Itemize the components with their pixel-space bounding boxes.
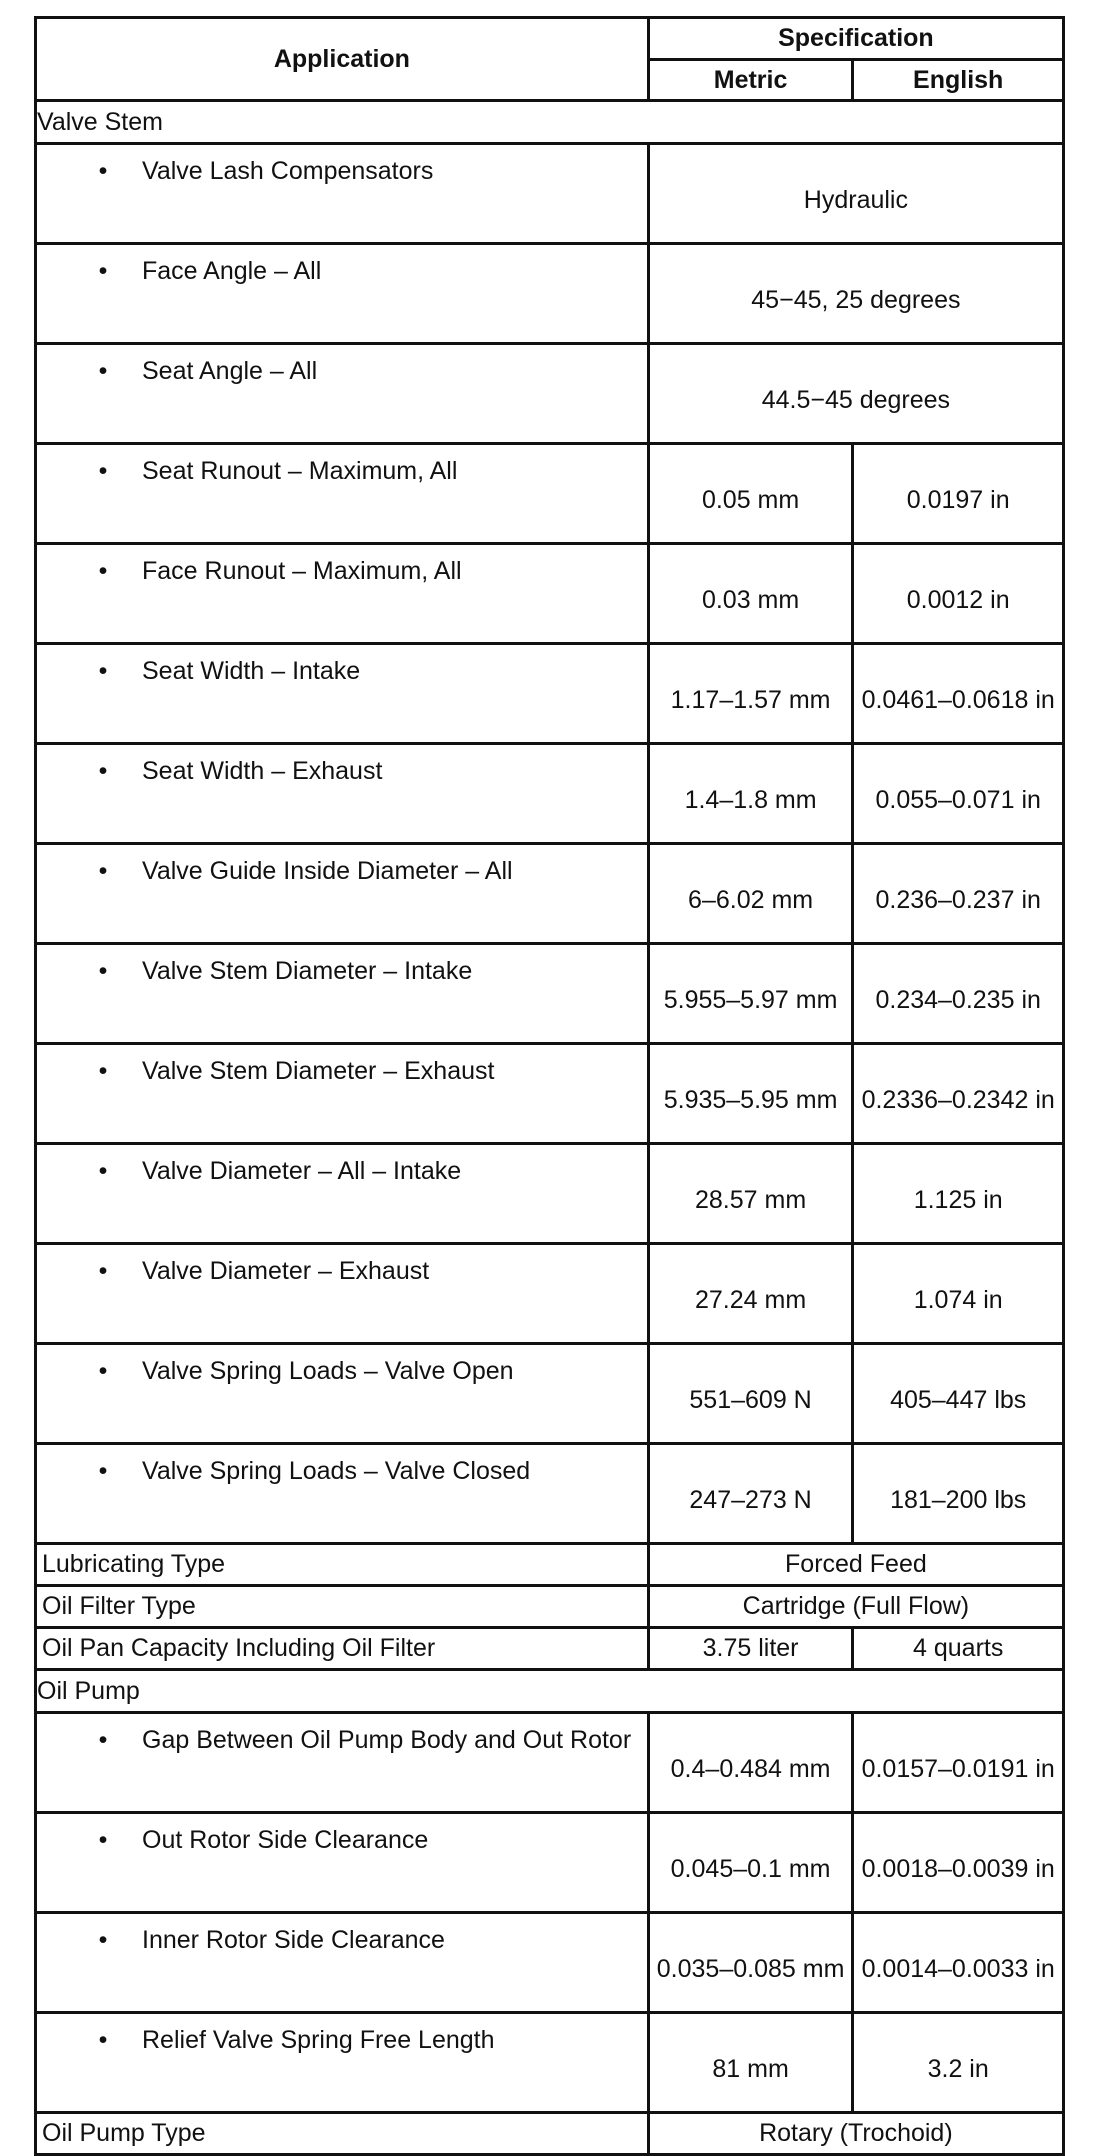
spec-value-metric: 5.935–5.95 mm <box>648 1044 853 1144</box>
spec-item-row <box>36 1244 1064 1344</box>
spec-value-metric: 27.24 mm <box>648 1244 853 1344</box>
oil-pan-capacity-english: 4 quarts <box>853 1628 1064 1670</box>
lubricating-type-label: Lubricating Type <box>36 1544 649 1586</box>
spec-value-combined: 44.5−45 degrees <box>648 344 1063 444</box>
bullet-icon: • <box>98 457 108 485</box>
bullet-icon: • <box>98 757 108 785</box>
spec-value-english: 0.2336–0.2342 in <box>853 1044 1064 1144</box>
spec-item-label: Valve Spring Loads – Valve Open <box>142 1357 514 1385</box>
spec-value-english: 1.125 in <box>853 1144 1064 1244</box>
bullet-icon: • <box>98 657 108 685</box>
spec-item-label-cell <box>36 2013 649 2113</box>
spec-item-row <box>36 244 1064 344</box>
spec-item-label-cell <box>36 1713 649 1813</box>
spec-item-label-cell <box>36 1813 649 1913</box>
spec-value-metric: 247–273 N <box>648 1444 853 1544</box>
spec-item-label-cell <box>36 244 649 344</box>
specification-table <box>34 16 1065 2156</box>
spec-item-row <box>36 1044 1064 1144</box>
spec-item-row <box>36 644 1064 744</box>
spec-value-english: 0.0197 in <box>853 444 1064 544</box>
spec-value-metric: 0.4–0.484 mm <box>648 1713 853 1813</box>
spec-value-metric: 0.035–0.085 mm <box>648 1913 853 2013</box>
spec-value-english: 0.0014–0.0033 in <box>853 1913 1064 2013</box>
spec-value-combined: 45−45, 25 degrees <box>648 244 1063 344</box>
bullet-icon: • <box>98 157 108 185</box>
spec-item-row <box>36 544 1064 644</box>
spec-item-label: Valve Stem Diameter – Intake <box>142 957 473 985</box>
spec-item-row <box>36 344 1064 444</box>
bullet-icon: • <box>98 957 108 985</box>
spec-item-label: Valve Lash Compensators <box>142 157 434 185</box>
bullet-icon: • <box>98 1826 108 1854</box>
row-oil-filter-type <box>36 1586 1064 1628</box>
spec-item-label-cell <box>36 944 649 1044</box>
oil-filter-type-value: Cartridge (Full Flow) <box>648 1586 1063 1628</box>
spec-item-row <box>36 944 1064 1044</box>
spec-value-english: 0.0012 in <box>853 544 1064 644</box>
spec-item-row <box>36 844 1064 944</box>
oil-pan-capacity-label: Oil Pan Capacity Including Oil Filter <box>36 1628 649 1670</box>
section-title-valve-stem: Valve Stem <box>36 101 1064 144</box>
spec-value-combined: Hydraulic <box>648 144 1063 244</box>
spec-item-row <box>36 1344 1064 1444</box>
spec-value-english: 1.074 in <box>853 1244 1064 1344</box>
spec-value-english: 0.055–0.071 in <box>853 744 1064 844</box>
spec-item-label: Valve Spring Loads – Valve Closed <box>142 1457 531 1485</box>
spec-value-english: 181–200 lbs <box>853 1444 1064 1544</box>
spec-value-metric: 0.03 mm <box>648 544 853 644</box>
bullet-icon: • <box>98 357 108 385</box>
lubricating-type-value: Forced Feed <box>648 1544 1063 1586</box>
spec-value-metric: 6–6.02 mm <box>648 844 853 944</box>
spec-item-label: Face Runout – Maximum, All <box>142 557 462 585</box>
bullet-icon: • <box>98 1726 108 1754</box>
spec-item-label-cell <box>36 744 649 844</box>
spec-item-label-cell <box>36 344 649 444</box>
spec-value-english: 3.2 in <box>853 2013 1064 2113</box>
bullet-icon: • <box>98 1157 108 1185</box>
row-lubricating-type <box>36 1544 1064 1586</box>
spec-item-label: Face Angle – All <box>142 257 322 285</box>
spec-value-english: 0.0461–0.0618 in <box>853 644 1064 744</box>
spec-item-label: Inner Rotor Side Clearance <box>142 1926 445 1954</box>
spec-item-row <box>36 1444 1064 1544</box>
spec-value-metric: 0.05 mm <box>648 444 853 544</box>
spec-item-label-cell <box>36 644 649 744</box>
spec-item-label-cell <box>36 1144 649 1244</box>
spec-item-label: Relief Valve Spring Free Length <box>142 2026 495 2054</box>
spec-item-label: Valve Diameter – Exhaust <box>142 1257 430 1285</box>
oil-filter-type-label: Oil Filter Type <box>36 1586 649 1628</box>
spec-item-label: Seat Width – Exhaust <box>142 757 383 785</box>
bullet-icon: • <box>98 2026 108 2054</box>
spec-value-metric: 1.17–1.57 mm <box>648 644 853 744</box>
spec-item-row <box>36 1713 1064 1813</box>
spec-value-metric: 0.045–0.1 mm <box>648 1813 853 1913</box>
oil-pump-type-value: Rotary (Trochoid) <box>648 2113 1063 2155</box>
bullet-icon: • <box>98 1257 108 1285</box>
bullet-icon: • <box>98 1057 108 1085</box>
spec-value-english: 0.0157–0.0191 in <box>853 1713 1064 1813</box>
spec-item-label-cell <box>36 1913 649 2013</box>
bullet-icon: • <box>98 1457 108 1485</box>
spec-value-metric: 28.57 mm <box>648 1144 853 1244</box>
spec-value-english: 0.236–0.237 in <box>853 844 1064 944</box>
bullet-icon: • <box>98 1357 108 1385</box>
spec-value-english: 0.0018–0.0039 in <box>853 1813 1064 1913</box>
spec-item-row <box>36 2013 1064 2113</box>
specification-header: Specification <box>648 18 1063 60</box>
spec-value-english: 0.234–0.235 in <box>853 944 1064 1044</box>
spec-value-metric: 551–609 N <box>648 1344 853 1444</box>
english-header: English <box>853 60 1064 101</box>
spec-item-label: Seat Angle – All <box>142 357 318 385</box>
row-oil-pump-type <box>36 2113 1064 2155</box>
spec-item-label-cell <box>36 444 649 544</box>
spec-item-label-cell <box>36 1044 649 1144</box>
spec-item-row <box>36 1913 1064 2013</box>
section-title-oil-pump: Oil Pump <box>36 1670 1064 1713</box>
spec-item-label-cell <box>36 544 649 644</box>
spec-value-english: 405–447 lbs <box>853 1344 1064 1444</box>
bullet-icon: • <box>98 257 108 285</box>
spec-item-row <box>36 444 1064 544</box>
spec-item-label-cell <box>36 1344 649 1444</box>
bullet-icon: • <box>98 557 108 585</box>
application-header: Application <box>36 18 649 101</box>
metric-header: Metric <box>648 60 853 101</box>
spec-item-label-cell <box>36 1444 649 1544</box>
spec-item-label: Valve Guide Inside Diameter – All <box>142 857 513 885</box>
spec-item-label: Valve Diameter – All – Intake <box>142 1157 462 1185</box>
section-row-valve-stem <box>36 101 1064 144</box>
spec-item-label-cell <box>36 144 649 244</box>
spec-item-label: Out Rotor Side Clearance <box>142 1826 429 1854</box>
oil-pan-capacity-metric: 3.75 liter <box>648 1628 853 1670</box>
bullet-icon: • <box>98 1926 108 1954</box>
spec-item-row <box>36 744 1064 844</box>
spec-value-metric: 5.955–5.97 mm <box>648 944 853 1044</box>
spec-item-label: Gap Between Oil Pump Body and Out Rotor <box>142 1726 632 1754</box>
spec-item-row <box>36 1144 1064 1244</box>
spec-item-label-cell <box>36 844 649 944</box>
row-oil-pan-capacity <box>36 1628 1064 1670</box>
bullet-icon: • <box>98 857 108 885</box>
header-row <box>36 18 1064 60</box>
oil-pump-type-label: Oil Pump Type <box>36 2113 649 2155</box>
spec-item-label: Seat Runout – Maximum, All <box>142 457 458 485</box>
spec-value-metric: 1.4–1.8 mm <box>648 744 853 844</box>
spec-item-row <box>36 1813 1064 1913</box>
section-row-oil-pump <box>36 1670 1064 1713</box>
spec-item-label-cell <box>36 1244 649 1344</box>
spec-item-label: Valve Stem Diameter – Exhaust <box>142 1057 495 1085</box>
spec-item-row <box>36 144 1064 244</box>
spec-item-label: Seat Width – Intake <box>142 657 361 685</box>
spec-value-metric: 81 mm <box>648 2013 853 2113</box>
